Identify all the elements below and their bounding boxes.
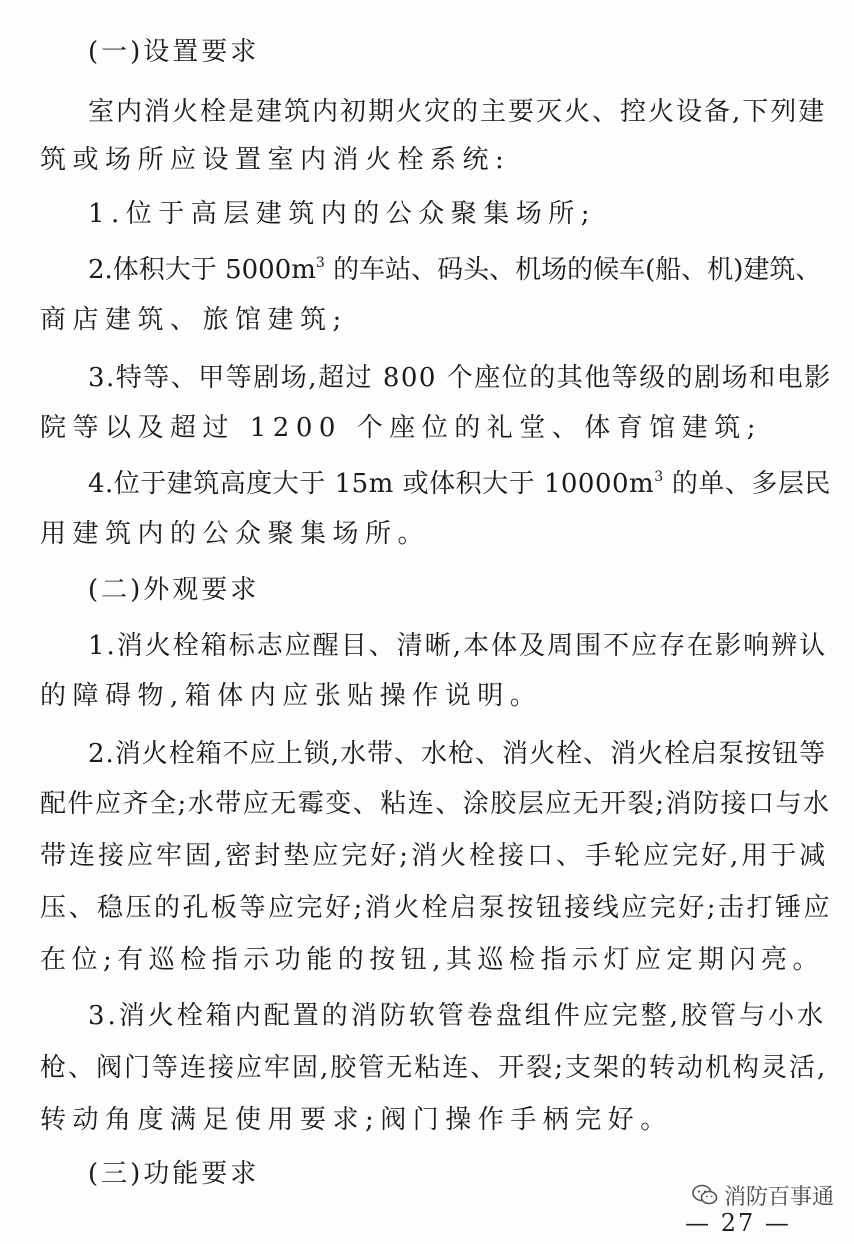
wechat-watermark (692, 1181, 834, 1209)
superscript: 3 (654, 469, 664, 485)
paragraph-line: 转动角度满足使用要求;阀门操作手柄完好。 (40, 1105, 673, 1135)
paragraph-line: 压、稳压的孔板等应完好;消火栓启泵按钮接线应完好;击打锤应 (40, 893, 833, 923)
paragraph-line: 用建筑内的公众聚集场所。 (40, 519, 431, 549)
section-heading-setup: (一)设置要求 (88, 37, 260, 67)
paragraph-line: 院等以及超过 1200 个座位的礼堂、体育馆建筑; (40, 413, 762, 443)
paragraph-line: 带连接应牢固,密封垫应完好;消火栓接口、手轮应完好,用于减 (40, 841, 829, 871)
section-heading-appearance: (二)外观要求 (88, 575, 260, 605)
list-item (88, 252, 821, 288)
text-run: 4.位于建筑高度大于 15m 或体积大于 10000m (88, 469, 655, 499)
watermark-text: 消防百事通 (724, 1184, 835, 1210)
paragraph-line: 的障碍物,箱体内应张贴操作说明。 (40, 681, 543, 711)
paragraph-line: 在位;有巡检指示功能的按钮,其巡检指示灯应定期闪亮。 (40, 945, 825, 975)
list-item: 3.消火栓箱内配置的消防软管卷盘组件应完整,胶管与小水 (88, 1001, 827, 1031)
list-item (88, 466, 831, 502)
text-run: 的单、多层民 (663, 469, 831, 499)
list-item: 3.特等、甲等剧场,超过 800 个座位的其他等级的剧场和电影 (88, 363, 832, 393)
list-item: 1.消火栓箱标志应醒目、清晰,本体及周围不应存在影响辨认 (88, 631, 828, 661)
list-item: 1.位于高层建筑内的公众聚集场所; (88, 199, 597, 229)
paragraph-line: 室内消火栓是建筑内初期火灾的主要灭火、控火设备,下列建 (88, 97, 827, 127)
section-heading-function: (三)功能要求 (88, 1159, 260, 1189)
paragraph-line: 商店建筑、旅馆建筑; (40, 305, 348, 335)
superscript: 3 (315, 255, 325, 271)
text-run: 的车站、码头、机场的候车(船、机)建筑、 (324, 255, 822, 285)
paragraph-line: 配件应齐全;水带应无霉变、粘连、涂胶层应无开裂;消防接口与水 (40, 789, 831, 819)
page-number: — 27 — (685, 1209, 791, 1237)
wechat-icon (692, 1184, 718, 1206)
paragraph-line: 筑或场所应设置室内消火栓系统: (40, 145, 511, 175)
text-run: 2.体积大于 5000m (88, 255, 316, 285)
list-item: 2.消火栓箱不应上锁,水带、水枪、消火栓、消火栓启泵按钮等 (88, 739, 827, 769)
paragraph-line: 枪、阀门等连接应牢固,胶管无粘连、开裂;支架的转动机构灵活, (40, 1053, 828, 1083)
